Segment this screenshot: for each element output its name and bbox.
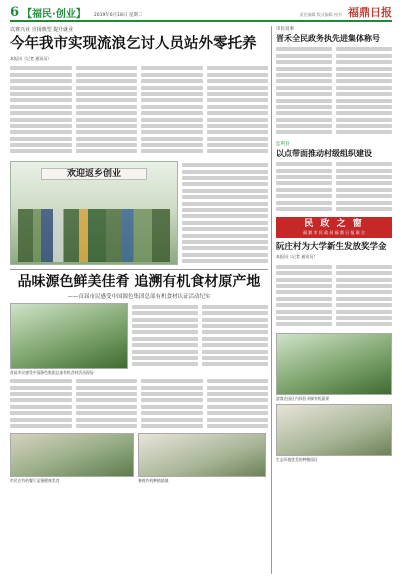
crowd-figure (18, 209, 171, 262)
right-byline-3: 本报讯（记者 通讯员） (276, 254, 318, 260)
story1-body (10, 64, 268, 156)
story1-kicker: 以赛兴业 宣扬典型 提升就业 (10, 27, 74, 33)
main-column (10, 26, 268, 485)
welcome-banner: 欢迎返乡创业 (41, 168, 147, 180)
garden-photo (276, 333, 392, 395)
caption-2: 游客在园区内体验采摘有机蔬果 (276, 395, 330, 401)
story1-headline: 今年我市实现流浪乞讨人员站外零托养 (10, 35, 257, 52)
photo-row (10, 161, 268, 266)
right-section-label: 监利县 (276, 141, 290, 147)
story2-body (10, 377, 268, 431)
story2-top (10, 303, 268, 369)
caption-4: 参观有机种植基地 (138, 478, 169, 484)
caption-1: 首届市民感受中国源色集团总部有机食材活动现场 (10, 369, 94, 375)
story2-headline: 品味源色鲜美佳肴 追溯有机食材原产地 (17, 273, 261, 290)
right-kicker: 市民说事 (276, 27, 294, 32)
caption-3: 市民在有机餐厅品鉴健康美食 (10, 478, 60, 484)
visit-photo (138, 433, 266, 477)
side-column (276, 26, 392, 464)
right-story2-body (276, 160, 392, 214)
right-story3-body (276, 262, 392, 328)
story2-subtitle: ——首届市民感受中国源色集团总部有机食材认证活动纪实 (67, 293, 211, 300)
page-number: 6 (10, 5, 20, 20)
welcome-photo (10, 161, 178, 265)
issue-date: 2019年6月18日 星期二 (93, 13, 143, 18)
bottom-photos (10, 433, 268, 485)
column-divider (271, 26, 272, 574)
event-photo (10, 303, 128, 369)
plantation-photo (276, 404, 392, 456)
banner-subtitle: 福 鼎 市 民 政 局 福 鼎 日 报 联 合 (303, 230, 365, 236)
right-headline-3: 阮庄村为大学新生发放奖学金 (276, 242, 387, 253)
caption-5: 生态环境优美的种植园区 (276, 456, 318, 462)
section-rule (10, 269, 268, 270)
masthead: 福鼎日报 (348, 6, 392, 19)
right-headline-2: 以点带面推动村级组织建设 (276, 147, 372, 158)
civil-affairs-banner (276, 217, 392, 238)
dining-photo (10, 433, 134, 477)
section-title: 【福民·创业】 (22, 9, 86, 20)
right-headline-1: 晋禾全民政务执先进集体称号 (276, 33, 380, 43)
page-header (10, 6, 392, 22)
story1-byline: 本报讯（记者 通讯员） (10, 56, 52, 61)
banner-title: 民 政 之 窗 (304, 219, 364, 230)
editor-credits: 责任编辑 版式编辑 校对 (299, 12, 342, 17)
right-story1-body (276, 45, 392, 137)
